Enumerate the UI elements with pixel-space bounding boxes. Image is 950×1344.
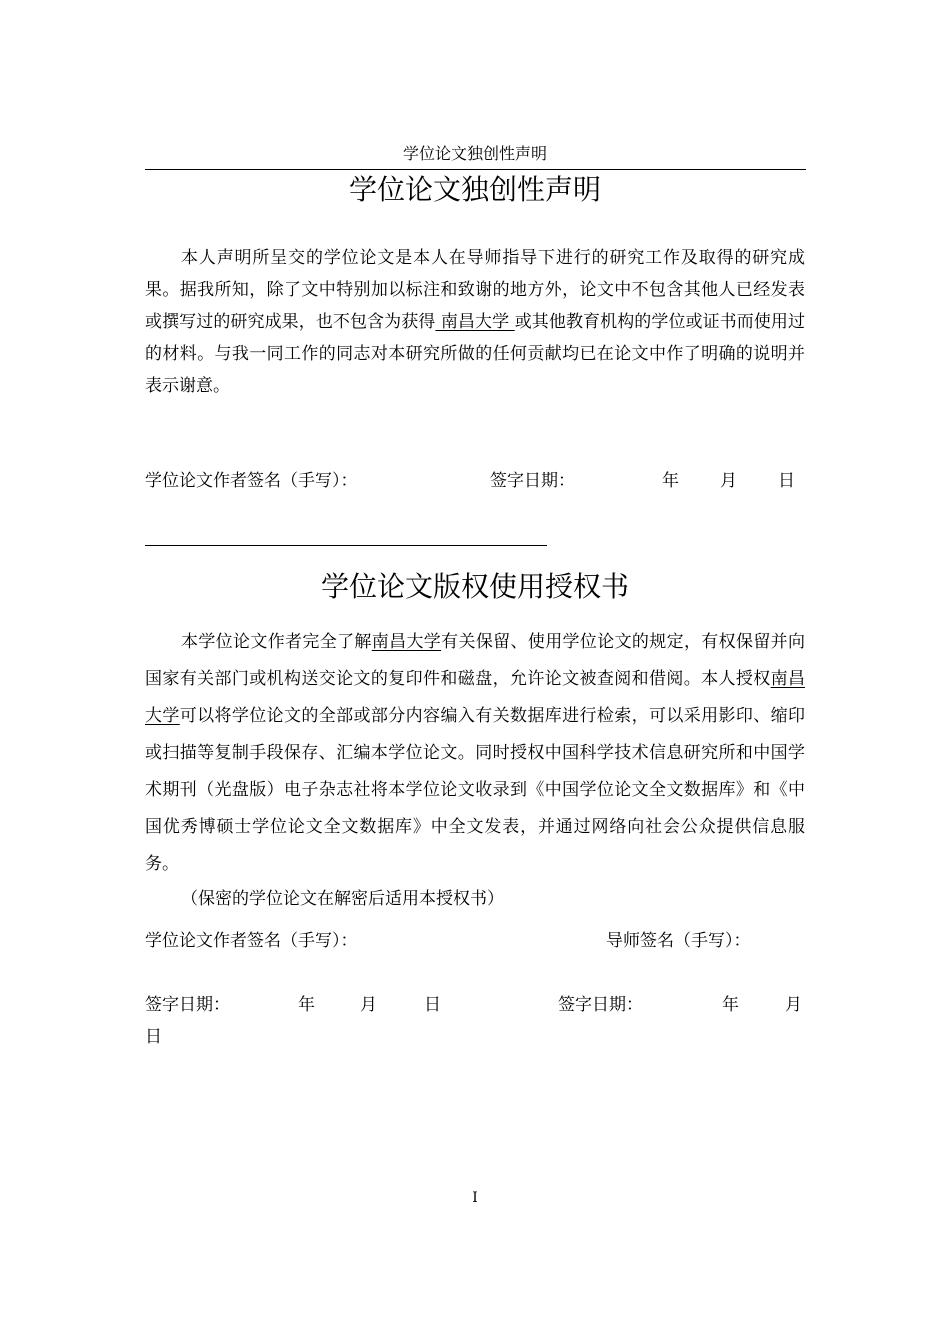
running-header: 学位论文独创性声明	[402, 144, 547, 163]
advisor-sign-date-label: 签字日期：	[558, 995, 643, 1015]
author-month-label: 月	[360, 995, 377, 1015]
year-label: 年	[662, 471, 679, 491]
advisor-signature-label: 导师签名（手写）：	[606, 931, 751, 951]
originality-text-after: 或其他教育机构的学位或证书而使用过的材料。与我一同工作的同志对本研究所做的任何贡献均已在论文中作了明确的说明并表示谢意。	[145, 312, 806, 396]
author-signature-label: 学位论文作者签名（手写）：	[145, 931, 358, 951]
university-name: 南昌大学	[145, 669, 806, 726]
university-name: 南昌大学	[371, 632, 442, 652]
author-signature-label: 学位论文作者签名（手写）：	[145, 471, 358, 491]
day-label: 日	[778, 471, 795, 491]
page-number: I	[472, 1190, 478, 1206]
section-separator	[145, 545, 547, 546]
author-sign-date-label: 签字日期：	[145, 995, 230, 1015]
advisor-year-label: 年	[722, 995, 739, 1015]
advisor-day-label: 日	[145, 1027, 162, 1047]
originality-text-before: 本人声明所呈交的学位论文是本人在导师指导下进行的研究工作及取得的研究成果。据我所知，除了文中特别加以标注和致谢的地方外，论文中不包含其他人已经发表或撰写过的研究成果，也不包含为获得	[145, 248, 805, 332]
advisor-month-label: 月	[785, 995, 802, 1015]
header-rule	[145, 169, 806, 170]
author-day-label: 日	[424, 995, 441, 1015]
copyright-text-a: 本学位论文作者完全了解	[181, 632, 372, 652]
originality-paragraph	[145, 242, 805, 402]
originality-title: 学位论文独创性声明	[348, 173, 601, 206]
month-label: 月	[720, 471, 737, 491]
copyright-text-c: 可以将学位论文的全部或部分内容编入有关数据库进行检索，可以采用影印、缩印或扫描等复制手段保存、汇编本学位论文。同时授权中国科学技术信息研究所和中国学术期刊（光盘版）电子杂志社将本学位论文收录到《中国学位论文全文数据库》和《中国优秀博硕士学位论文全文数据库》中全文发表，并通过网络向社会公众提供信息服务。	[145, 706, 806, 874]
university-name: 南昌大学	[435, 312, 515, 332]
copyright-text-b: 有关保留、使用学位论文的规定，有权保留并向国家有关部门或机构送交论文的复印件和磁盘，允许论文被查阅和借阅。本人授权	[145, 632, 806, 689]
copyright-title: 学位论文版权使用授权书	[320, 570, 629, 603]
confidential-note: （保密的学位论文在解密后适用本授权书）	[181, 889, 504, 909]
sign-date-label: 签字日期：	[490, 471, 575, 491]
copyright-paragraph	[145, 624, 805, 883]
author-year-label: 年	[298, 995, 315, 1015]
